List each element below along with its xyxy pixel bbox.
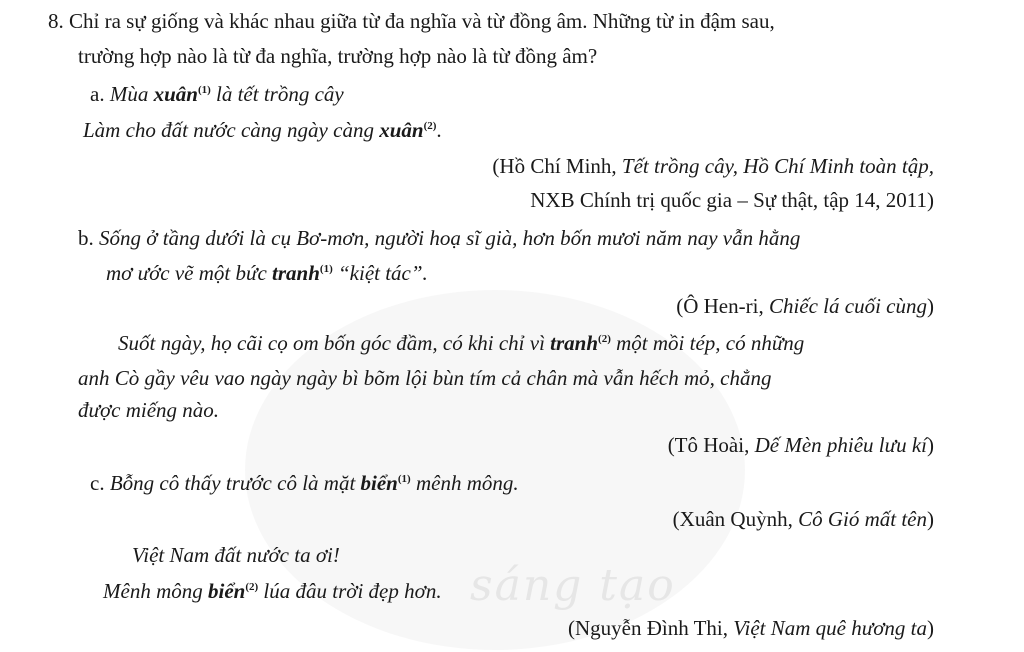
- a-line2-pre: Làm cho đất nước càng ngày càng: [83, 118, 380, 142]
- c-source1-author: (Xuân Quỳnh,: [672, 507, 799, 531]
- b-source2-author: (Tô Hoài,: [667, 433, 755, 457]
- c-source1-title: Cô Gió mất tên: [798, 507, 927, 531]
- c-word-1: biển: [360, 471, 398, 495]
- b-source2-close: ): [927, 433, 934, 457]
- c-word-2: biển: [207, 579, 246, 603]
- a-sup-2: (2): [423, 120, 437, 132]
- c-verse-1: [132, 543, 340, 568]
- a-line-2: [83, 118, 442, 143]
- a-source-author: (Hồ Chí Minh,: [492, 154, 622, 178]
- c-source2-close: ): [927, 616, 934, 640]
- b-line1-text: Sống ở tầng dưới là cụ Bơ-mơn, người hoạ sĩ già, hơn bốn mươi năm nay vẫn hằng: [99, 226, 801, 250]
- b-para2-text-3: được miếng nào.: [78, 398, 220, 422]
- b-para2-line-1: [118, 331, 804, 356]
- b-line-2: [106, 261, 428, 286]
- a-word-2: xuân: [379, 118, 424, 142]
- b-source-2: [668, 433, 934, 458]
- c-source1-close: ): [927, 507, 934, 531]
- c-verse1-text: Việt Nam đất nước ta ơi!: [132, 543, 340, 567]
- a-word-1: xuân: [153, 82, 198, 106]
- b-source-1: [676, 294, 934, 319]
- c-sup-2: (2): [245, 581, 259, 593]
- c-verse2-post: lúa đâu trời đẹp hơn.: [258, 579, 442, 603]
- question-line-1: [48, 9, 775, 34]
- a-label: a.: [90, 82, 105, 106]
- a-line2-post: .: [436, 118, 442, 142]
- a-source-2: NXB Chính trị quốc gia – Sự thật, tập 14, 2011): [530, 188, 934, 212]
- b-word-2: tranh: [550, 331, 599, 355]
- c-line1-post: mênh mông.: [410, 471, 519, 495]
- b-para2-line-3: [78, 398, 219, 423]
- b-para2-text-2: anh Cò gầy vêu vao ngày ngày bì bõm lội bùn tím cả chân mà vẫn hếch mỏ, chẳng: [78, 366, 772, 390]
- a-source-1: [492, 154, 934, 179]
- c-line1-pre: Bỗng cô thấy trước cô là mặt: [109, 471, 361, 495]
- b-para2-pre: Suốt ngày, họ cãi cọ om bốn góc đầm, có khi chỉ vì: [118, 331, 551, 355]
- b-source2-title: Dế Mèn phiêu lưu kí: [754, 433, 927, 457]
- b-label: b.: [78, 226, 94, 250]
- a-line-1: [90, 82, 344, 107]
- b-line-1: [78, 226, 800, 251]
- c-source2-title: Việt Nam quê hương ta: [733, 616, 927, 640]
- question-number: 8.: [48, 9, 64, 33]
- b-source1-close: ): [927, 294, 934, 318]
- watermark-text: sáng tạo: [470, 560, 676, 611]
- a-line1-post: là tết trồng cây: [210, 82, 344, 106]
- c-source-2: [568, 616, 934, 641]
- b-sup-1: (1): [319, 263, 333, 275]
- c-verse-2: [103, 579, 442, 604]
- b-para2-post: một mồi tép, có những: [610, 331, 805, 355]
- question-line-2: trường hợp nào là từ đa nghĩa, trường hợp nào là từ đồng âm?: [78, 44, 598, 68]
- c-source-1: [673, 507, 934, 532]
- c-verse2-pre: Mênh mông: [103, 579, 208, 603]
- c-source2-author: (Nguyễn Đình Thi,: [567, 616, 734, 640]
- b-line2-post: “kiệt tác”.: [332, 261, 428, 285]
- b-para2-line-2: [78, 366, 771, 391]
- b-source1-author: (Ô Hen-ri,: [676, 294, 769, 318]
- a-source-title: Tết trồng cây, Hồ Chí Minh toàn tập,: [621, 154, 934, 178]
- a-sup-1: (1): [197, 84, 211, 96]
- a-line1-pre: Mùa: [109, 82, 154, 106]
- c-label: c.: [90, 471, 105, 495]
- b-line2-pre: mơ ước vẽ một bức: [106, 261, 273, 285]
- c-line-1: [90, 471, 519, 496]
- b-source1-title: Chiếc lá cuối cùng: [768, 294, 927, 318]
- c-sup-1: (1): [397, 473, 411, 485]
- b-sup-2: (2): [598, 333, 611, 345]
- b-word-1: tranh: [272, 261, 320, 285]
- question-text-1: Chỉ ra sự giống và khác nhau giữa từ đa nghĩa và từ đồng âm. Những từ in đậm sau,: [69, 9, 775, 33]
